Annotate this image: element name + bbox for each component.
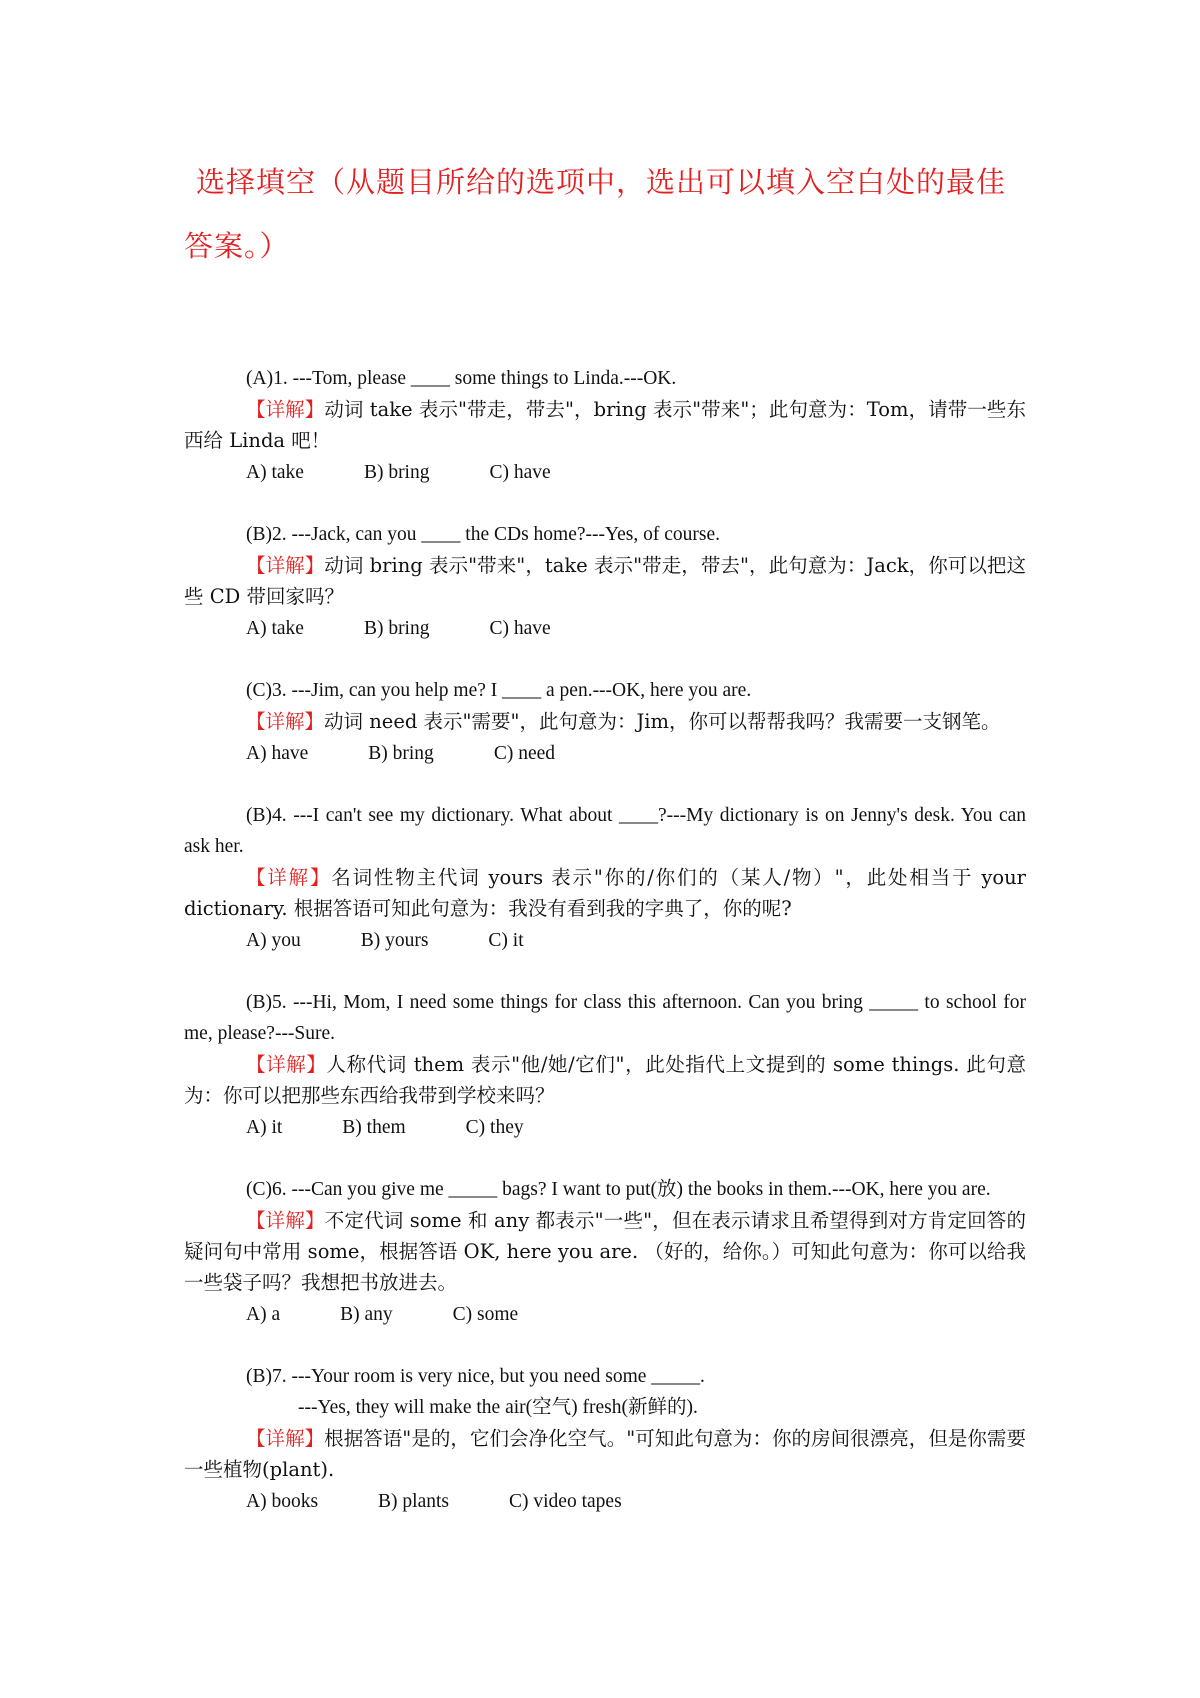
explanation [184, 1205, 1026, 1298]
question-text: (B)7. ---Your room is very nice, but you need some _____. [246, 1366, 705, 1387]
explanation [184, 1423, 1026, 1485]
explanation-label: 【详解】 [246, 1209, 325, 1232]
option-b: B) bring [363, 462, 430, 483]
document-page [184, 150, 1026, 1548]
option-b: B) bring [368, 743, 434, 764]
explanation [184, 1049, 1026, 1111]
option-c: C) video tapes [509, 1491, 622, 1512]
option-b: B) yours [360, 930, 429, 951]
question-text: (A)1. ---Tom, please ____ some things to Linda.---OK. [246, 368, 677, 389]
question-reply: ---Yes, they will make the air(空气) fresh(新鲜的). [298, 1397, 698, 1418]
answer-options [184, 924, 1026, 957]
explanation-label: 【详解】 [246, 710, 325, 733]
question-4 [184, 800, 1026, 957]
explanation [184, 862, 1026, 924]
answer-options [184, 456, 1026, 489]
option-b: B) them [342, 1117, 406, 1138]
answer-options [184, 1485, 1026, 1518]
answer-options [184, 612, 1026, 645]
option-b: B) plants [378, 1491, 450, 1512]
question-5 [184, 987, 1026, 1144]
explanation [184, 550, 1026, 612]
page-title: 选择填空（从题目所给的选项中，选出可以填入空白处的最佳答案。） [184, 165, 1007, 263]
answer-options [184, 1111, 1026, 1144]
question-3 [184, 675, 1026, 770]
explanation [184, 706, 1026, 737]
answer-options [184, 737, 1026, 770]
option-a: A) you [246, 930, 301, 951]
question-7 [184, 1361, 1026, 1518]
option-a: A) take [246, 618, 304, 639]
explanation-label: 【详解】 [246, 1053, 327, 1076]
question-1 [184, 363, 1026, 489]
option-a: A) it [246, 1117, 283, 1138]
question-text: (B)5. ---Hi, Mom, I need some things for class this afternoon. Can you bring _____ to school for me, please?---Sure. [184, 992, 1026, 1044]
answer-options [184, 1298, 1026, 1331]
explanation-text: 根据答语"是的，它们会净化空气。"可知此句意为：你的房间很漂亮，但是你需要一些植物(plant). [184, 1427, 1026, 1481]
question-text: (C)3. ---Jim, can you help me? I ____ a pen.---OK, here you are. [246, 680, 752, 701]
explanation-text: 动词 bring 表示"带来"，take 表示"带走，带去"，此句意为：Jack，你可以把这些 CD 带回家吗？ [184, 554, 1026, 608]
option-a: A) books [246, 1491, 319, 1512]
explanation-label: 【详解】 [246, 554, 325, 577]
question-2 [184, 519, 1026, 645]
option-a: A) a [246, 1304, 281, 1325]
question-text: (B)4. ---I can't see my dictionary. What about ____?---My dictionary is on Jenny's desk. You can ask her. [184, 805, 1026, 857]
question-text: (C)6. ---Can you give me _____ bags? I want to put(放) the books in them.---OK, here you are. [246, 1179, 991, 1200]
explanation-label: 【详解】 [246, 398, 325, 421]
question-6 [184, 1174, 1026, 1331]
option-c: C) some [452, 1304, 519, 1325]
explanation-label: 【详解】 [246, 1427, 325, 1450]
option-a: A) take [246, 462, 304, 483]
question-text: (B)2. ---Jack, can you ____ the CDs home?---Yes, of course. [246, 524, 721, 545]
explanation-text: 动词 take 表示"带走，带去"，bring 表示"带来"；此句意为：Tom，请带一些东西给 Linda 吧！ [184, 398, 1026, 452]
option-c: C) need [493, 743, 555, 764]
explanation-text: 动词 need 表示"需要"，此句意为：Jim，你可以帮帮我吗？我需要一支钢笔。 [324, 710, 1001, 733]
explanation [184, 394, 1026, 456]
option-c: C) have [489, 618, 551, 639]
explanation-label: 【详解】 [246, 866, 332, 889]
option-c: C) have [489, 462, 551, 483]
option-c: C) it [488, 930, 524, 951]
explanation-text: 不定代词 some 和 any 都表示"一些"，但在表示请求且希望得到对方肯定回答的疑问句中常用 some，根据答语 OK, here you are. （好的，给你。）可知此句意为：你可以给我一些袋子吗？我想把书放进去。 [184, 1209, 1026, 1294]
explanation-text: 名词性物主代词 yours 表示"你的/你们的（某人/物）"，此处相当于 your dictionary. 根据答语可知此句意为：我没有看到我的字典了，你的呢? [184, 866, 1026, 920]
option-b: B) bring [363, 618, 430, 639]
explanation-text: 人称代词 them 表示"他/她/它们"，此处指代上文提到的 some things. 此句意为：你可以把那些东西给我带到学校来吗？ [184, 1053, 1026, 1107]
option-a: A) have [246, 743, 309, 764]
option-c: C) they [465, 1117, 524, 1138]
option-b: B) any [340, 1304, 393, 1325]
question-list [184, 363, 1026, 1518]
